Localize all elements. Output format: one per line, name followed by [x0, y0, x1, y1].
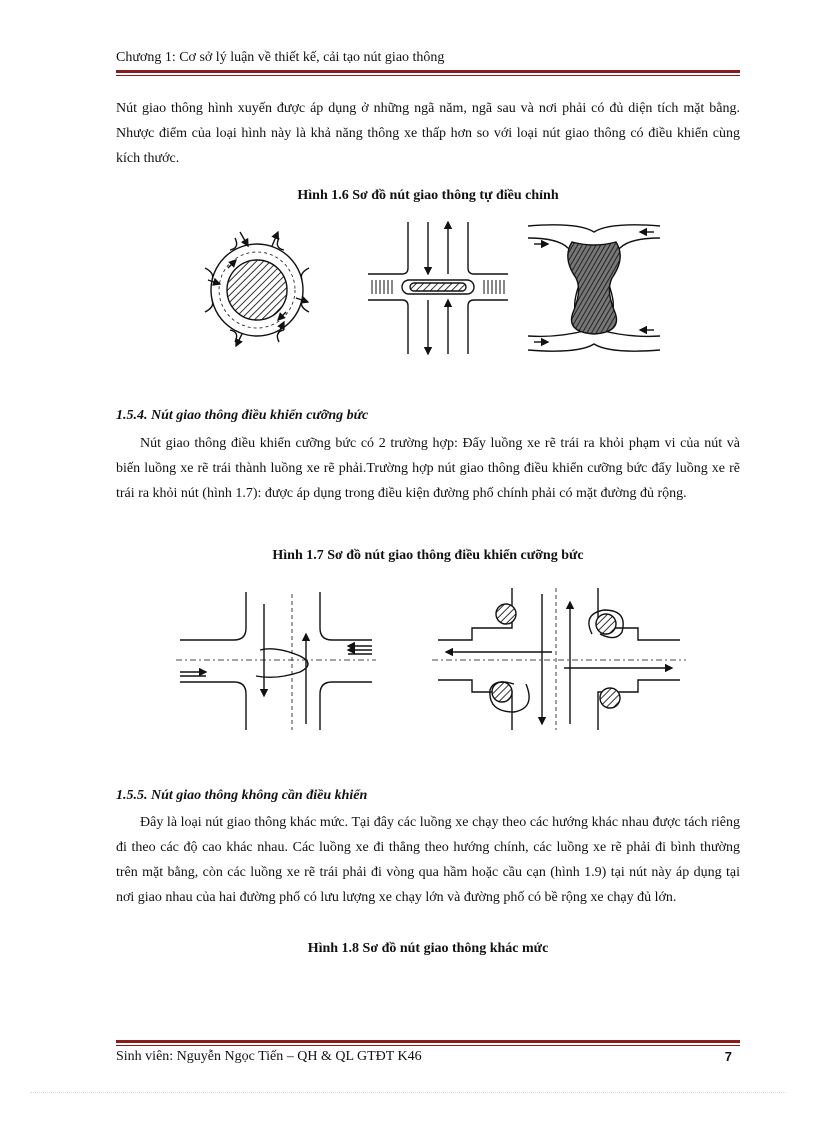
section-1-5-5-heading: 1.5.5. Nút giao thông không cần điều khiển [116, 788, 368, 803]
figure-1-7-diagrams [176, 584, 686, 734]
elongated-island-diagram [528, 225, 660, 351]
four-island-diagram [432, 588, 686, 730]
section-1-5-5-paragraph: Đây là loại nút giao thông khác mức. Tại đây các luồng xe chạy theo các hướng khác nhau được tách riêng đi theo các độ cao khác nhau. Các luồng xe đi thẳng theo hướng chính, các luồng xe rẽ phải đi bình thường trên mặt bằng, còn các luồng xe rẽ trái phải đi vòng qua hầm hoặc cầu cạn (hình 1.9) tại nút này áp dụng tại nơi giao nhau của hai đường phố có lưu lượng xe chạy lớn và đường phố có bề rộng xe chạy đủ lớn. [116, 815, 740, 905]
figure-1-7-caption: Hình 1.7 Sơ đồ nút giao thông điều khiển cưỡng bức [272, 548, 584, 563]
page-footer [116, 1049, 740, 1065]
footer-student: Sinh viên: Nguyễn Ngọc Tiến – QH & QL GTĐT K46 [116, 1049, 422, 1064]
page-number: 7 [724, 1049, 732, 1064]
left-turn-pushout-diagram [176, 592, 376, 730]
footer-rule [116, 1040, 740, 1046]
figure-1-6-caption: Hình 1.6 Sơ đồ nút giao thông tự điều chỉnh [297, 188, 559, 203]
figure-1-6-diagrams [200, 218, 660, 360]
page-header: Chương 1: Cơ sở lý luận về thiết kế, cải tạo nút giao thông [116, 50, 445, 65]
figure-1-8-caption: Hình 1.8 Sơ đồ nút giao thông khác mức [307, 941, 549, 956]
page-edge-divider [30, 1092, 786, 1093]
section-1-5-4-heading: 1.5.4. Nút giao thông điều khiển cưỡng bức [116, 408, 369, 423]
section-1-5-4-paragraph: Nút giao thông điều khiển cưỡng bức có 2 trường hợp: Đẩy luồng xe rẽ trái ra khỏi phạm vi của nút và biến luồng xe rẽ trái thành luồng xe rẽ phải.Trường hợp nút giao thông điều khiển cưỡng bức đẩy luồng xe rẽ trái ra khỏi nút (hình 1.7): được áp dụng trong điều kiện đường phố chính phải có mặt đường đủ rộng. [116, 436, 740, 501]
header-rule [116, 70, 740, 76]
oval-island-diagram [368, 222, 508, 354]
intro-paragraph: Nút giao thông hình xuyến được áp dụng ở những ngã năm, ngã sau và nơi phải có đủ diện tích mặt bằng. Nhược điểm của loại hình này là khả năng thông xe thấp hơn so với loại nút giao thông có điều khiển cùng kích thước. [116, 101, 740, 166]
roundabout-diagram [205, 232, 309, 346]
